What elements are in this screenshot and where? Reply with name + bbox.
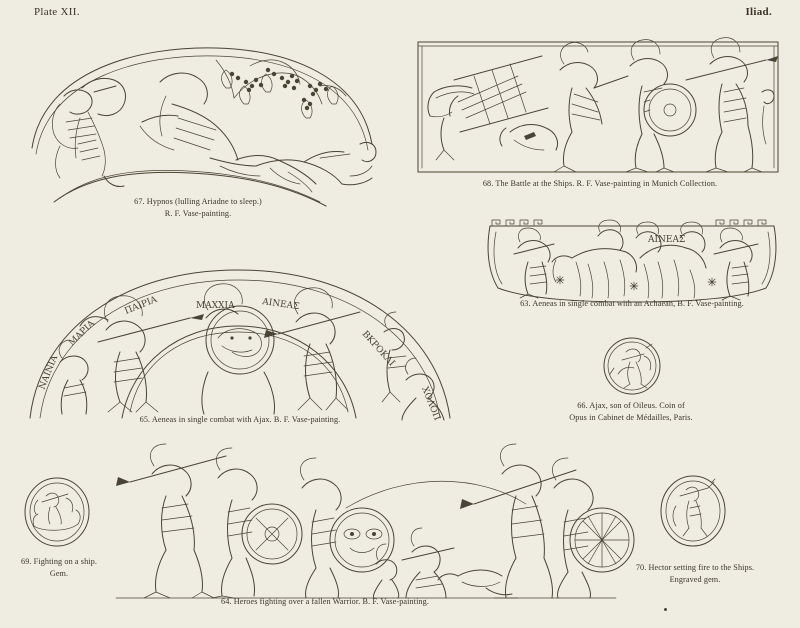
figure-69 (20, 474, 94, 550)
ink-speck (664, 608, 667, 611)
caption-63-line-1: 63. Aeneas in single combat with an Achaean, B. F. Vase-painting. (520, 299, 744, 308)
figure-67 (20, 26, 390, 206)
caption-65-line-1: 65. Aeneas in single combat with Ajax. B. F. Vase-painting. (139, 415, 341, 424)
caption-67-line-2: R. F. Vase-painting. (164, 208, 232, 218)
caption-68-line-1: 68. The Battle at the Ships. R. F. Vase-painting in Munich Collection. (482, 179, 718, 188)
inscription-63: ΑΙΝΕΑΣ (648, 235, 686, 245)
caption-66 (556, 400, 706, 424)
caption-66-line-2: Opus in Cabinet de Médailles, Paris. (569, 412, 693, 422)
inscription-65-2: ΑΙΝΕΑΣ (261, 297, 300, 313)
inscription-65-5: ΝΑΙΝΙΑ (37, 354, 61, 392)
caption-69-line-2: Gem. (49, 568, 69, 578)
caption-65 (90, 414, 390, 426)
caption-68 (470, 178, 730, 190)
caption-70 (612, 562, 778, 586)
inscription-65-1: ΜΑΧΧΙΑ (196, 301, 235, 311)
figure-63 (484, 218, 780, 302)
plate-label: Plate XII. (34, 6, 80, 18)
inscription-65-7: ΠΑΙΡΙΑ (123, 294, 159, 317)
figure-66 (600, 334, 664, 398)
figure-70 (656, 472, 730, 550)
caption-67-line-1: 67. Hypnos (lulling Ariadne to sleep.) (134, 197, 262, 206)
caption-64-line-1: 64. Heroes fighting over a fallen Warrior. B. F. Vase-painting. (221, 597, 429, 606)
caption-69-line-1: 69. Fighting on a ship. (21, 557, 97, 566)
caption-63 (492, 298, 772, 310)
figure-65 (10, 222, 470, 422)
caption-70-line-2: Engraved gem. (669, 574, 721, 584)
figure-68 (414, 36, 782, 178)
figure-64 (106, 448, 626, 598)
work-label: Iliad. (745, 6, 772, 18)
caption-64 (160, 596, 490, 608)
caption-69 (12, 556, 106, 580)
caption-67 (88, 196, 308, 220)
caption-66-line-1: 66. Ajax, son of Oileus. Coin of (577, 401, 685, 410)
caption-70-line-1: 70. Hector setting fire to the Ships. (635, 563, 755, 572)
inscription-65-6: ΜΑΡΙΑ (67, 318, 97, 349)
inscription-65-3: ΒΚΡΟΚΛΙ (359, 329, 397, 369)
inscription-65-4: ΧΟΛΟΠ (419, 385, 442, 423)
